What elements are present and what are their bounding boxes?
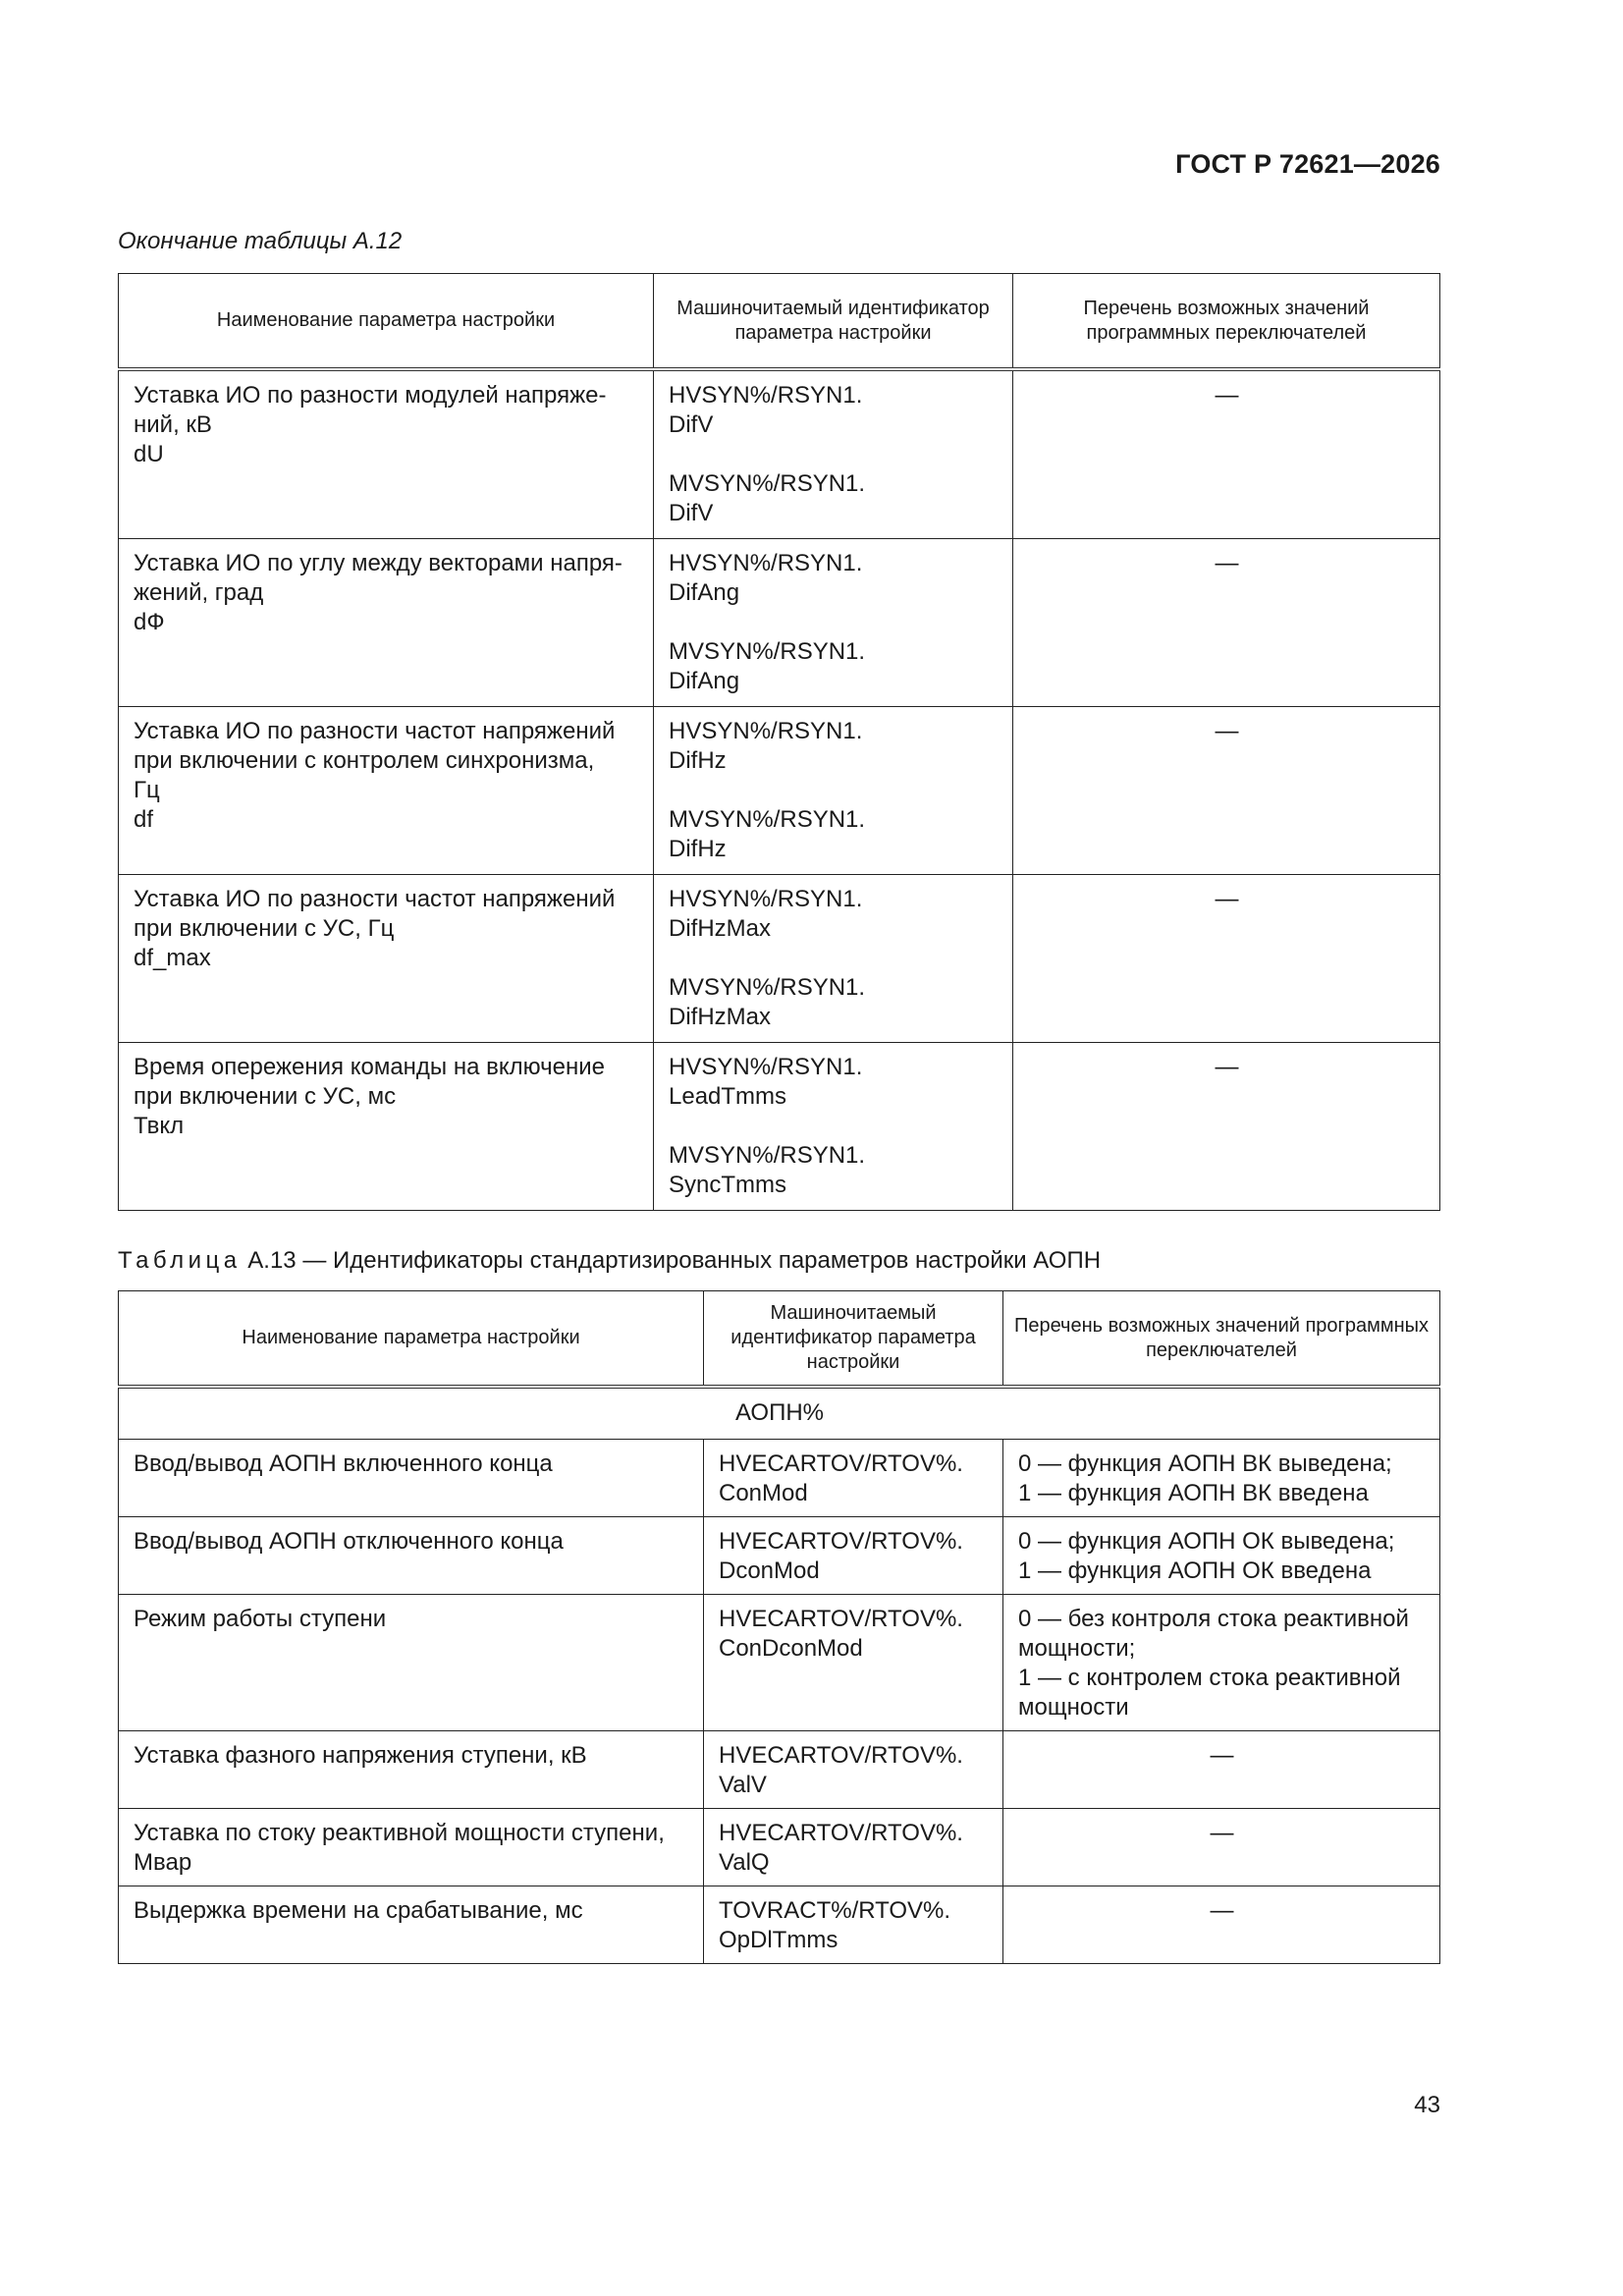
cell-line: df (134, 806, 154, 833)
column-header-identifier: Машиночитаемый идентификатор параметра настройки (704, 1291, 1003, 1388)
table-row (119, 1809, 1440, 1886)
cell-line: TOVRACT%/RTOV%. (719, 1897, 951, 1924)
column-header-values: Перечень возможных значений программных переключателей (1013, 274, 1440, 370)
table-row (119, 369, 1440, 539)
cell-line: HVECARTOV/RTOV%. (719, 1820, 963, 1846)
table-row (119, 1886, 1440, 1964)
cell-line: при включении с УС, мс (134, 1083, 397, 1110)
cell-line: HVSYN%/RSYN1. (669, 1054, 863, 1080)
identifier-cell (704, 1886, 1003, 1964)
cell-line: 1 — функция АОПН ВК введена (1018, 1480, 1369, 1506)
cell-line: DifHzMax (669, 915, 772, 942)
parameter-name-cell (119, 539, 654, 707)
cell-line: — (1210, 1897, 1234, 1924)
cell-line: DifV (669, 411, 714, 438)
parameter-name-cell (119, 1440, 704, 1517)
cell-line: ний, кВ (134, 411, 212, 438)
table-continuation-label: Окончание таблицы А.12 (118, 228, 403, 254)
spacer (669, 608, 999, 637)
cell-line: DifHzMax (669, 1004, 772, 1030)
cell-line: 0 — функция АОПН ОК выведена; (1018, 1528, 1395, 1555)
parameter-name-cell (119, 1731, 704, 1809)
spacer (669, 776, 999, 805)
cell-line: HVSYN%/RSYN1. (669, 550, 863, 576)
values-cell (1003, 1595, 1440, 1731)
identifier-cell (654, 539, 1013, 707)
caption-text: А.13 — Идентификаторы стандартизированных параметров настройки АОПН (241, 1247, 1102, 1274)
cell-line: MVSYN%/RSYN1. (669, 470, 866, 497)
cell-line: MVSYN%/RSYN1. (669, 638, 866, 665)
table-header-row (119, 1291, 1440, 1388)
cell-line: Мвар (134, 1849, 192, 1876)
values-cell: — (1013, 539, 1440, 707)
table-row (119, 539, 1440, 707)
cell-line: MVSYN%/RSYN1. (669, 806, 866, 833)
column-header-identifier: Машиночитаемый идентификатор параметра настройки (654, 274, 1013, 370)
table-row (119, 1731, 1440, 1809)
cell-line: 1 — функция АОПН ОК введена (1018, 1558, 1372, 1584)
table-row (119, 1595, 1440, 1731)
cell-line: 1 — с контролем стока реактивной (1018, 1665, 1401, 1691)
cell-line: MVSYN%/RSYN1. (669, 1142, 866, 1169)
cell-line: Уставка ИО по разности модулей напряже- (134, 382, 607, 409)
parameter-name-cell (119, 1886, 704, 1964)
cell-line: DifAng (669, 579, 740, 606)
cell-line: HVSYN%/RSYN1. (669, 382, 863, 409)
values-cell: — (1013, 1043, 1440, 1211)
cell-line: мощности (1018, 1694, 1129, 1721)
table-header-row (119, 274, 1440, 370)
table-a12 (118, 273, 1440, 1211)
spacer (669, 1112, 999, 1141)
values-cell (1003, 1809, 1440, 1886)
cell-line: ValV (719, 1772, 767, 1798)
cell-line: Выдержка времени на срабатывание, мс (134, 1897, 583, 1924)
cell-line: HVSYN%/RSYN1. (669, 886, 863, 912)
parameter-name-cell (119, 369, 654, 539)
parameter-name-cell (119, 1043, 654, 1211)
cell-line: Уставка фазного напряжения ступени, кВ (134, 1742, 587, 1769)
cell-line: ConDconMod (719, 1635, 863, 1662)
cell-line: DifAng (669, 668, 740, 694)
cell-line: HVECARTOV/RTOV%. (719, 1450, 963, 1477)
identifier-cell (654, 707, 1013, 875)
cell-line: мощности; (1018, 1635, 1136, 1662)
column-header-values: Перечень возможных значений программных переключателей (1003, 1291, 1440, 1388)
identifier-cell (654, 875, 1013, 1043)
table-group-row (119, 1387, 1440, 1440)
cell-line: Уставка ИО по углу между векторами напря- (134, 550, 622, 576)
cell-line: OpDlTmms (719, 1927, 839, 1953)
cell-line: SyncTmms (669, 1172, 786, 1198)
cell-line: ValQ (719, 1849, 770, 1876)
cell-line: dU (134, 441, 164, 467)
identifier-cell (704, 1517, 1003, 1595)
values-cell: — (1013, 707, 1440, 875)
values-cell (1003, 1517, 1440, 1595)
parameter-name-cell (119, 1809, 704, 1886)
identifier-cell (654, 369, 1013, 539)
cell-line: LeadTmms (669, 1083, 787, 1110)
cell-line: Уставка по стоку реактивной мощности ступени, (134, 1820, 665, 1846)
cell-line: df_max (134, 945, 211, 971)
cell-line: при включении с контролем синхронизма, (134, 747, 595, 774)
cell-line: Ввод/вывод АОПН отключенного конца (134, 1528, 564, 1555)
document-code: ГОСТ Р 72621—2026 (1175, 149, 1440, 179)
column-header-name: Наименование параметра настройки (119, 274, 654, 370)
cell-line: HVECARTOV/RTOV%. (719, 1606, 963, 1632)
group-label: АОПН% (119, 1387, 1440, 1440)
identifier-cell (654, 1043, 1013, 1211)
parameter-name-cell (119, 875, 654, 1043)
cell-line: HVECARTOV/RTOV%. (719, 1742, 963, 1769)
cell-line: Уставка ИО по разности частот напряжений (134, 718, 616, 744)
identifier-cell (704, 1595, 1003, 1731)
table-row (119, 1440, 1440, 1517)
values-cell (1003, 1440, 1440, 1517)
cell-line: HVECARTOV/RTOV%. (719, 1528, 963, 1555)
cell-line: DifHz (669, 747, 727, 774)
cell-line: Ввод/вывод АОПН включенного конца (134, 1450, 553, 1477)
cell-line: — (1210, 1742, 1234, 1769)
cell-line: — (1210, 1820, 1234, 1846)
cell-line: 0 — функция АОПН ВК выведена; (1018, 1450, 1392, 1477)
cell-line: при включении с УС, Гц (134, 915, 395, 942)
cell-line: Время опережения команды на включение (134, 1054, 605, 1080)
cell-line: dФ (134, 609, 165, 635)
identifier-cell (704, 1809, 1003, 1886)
table-row (119, 707, 1440, 875)
values-cell (1003, 1886, 1440, 1964)
parameter-name-cell (119, 1517, 704, 1595)
page-number: 43 (1414, 2092, 1440, 2118)
identifier-cell (704, 1440, 1003, 1517)
values-cell (1003, 1731, 1440, 1809)
spacer (669, 440, 999, 469)
cell-line: DconMod (719, 1558, 820, 1584)
values-cell: — (1013, 369, 1440, 539)
parameter-name-cell (119, 707, 654, 875)
cell-line: Уставка ИО по разности частот напряжений (134, 886, 616, 912)
cell-line: жений, град (134, 579, 264, 606)
cell-line: 0 — без контроля стока реактивной (1018, 1606, 1409, 1632)
cell-line: MVSYN%/RSYN1. (669, 974, 866, 1001)
caption-prefix: Таблица (118, 1247, 242, 1274)
values-cell: — (1013, 875, 1440, 1043)
table-a13-caption (118, 1247, 1101, 1275)
spacer (669, 944, 999, 973)
cell-line: DifHz (669, 836, 727, 862)
table-row (119, 1043, 1440, 1211)
cell-line: ConMod (719, 1480, 808, 1506)
column-header-name: Наименование параметра настройки (119, 1291, 704, 1388)
table-row (119, 875, 1440, 1043)
cell-line: Гц (134, 777, 160, 803)
cell-line: HVSYN%/RSYN1. (669, 718, 863, 744)
table-row (119, 1517, 1440, 1595)
cell-line: Режим работы ступени (134, 1606, 387, 1632)
cell-line: Твкл (134, 1113, 185, 1139)
identifier-cell (704, 1731, 1003, 1809)
parameter-name-cell (119, 1595, 704, 1731)
cell-line: DifV (669, 500, 714, 526)
table-a13 (118, 1290, 1440, 1964)
